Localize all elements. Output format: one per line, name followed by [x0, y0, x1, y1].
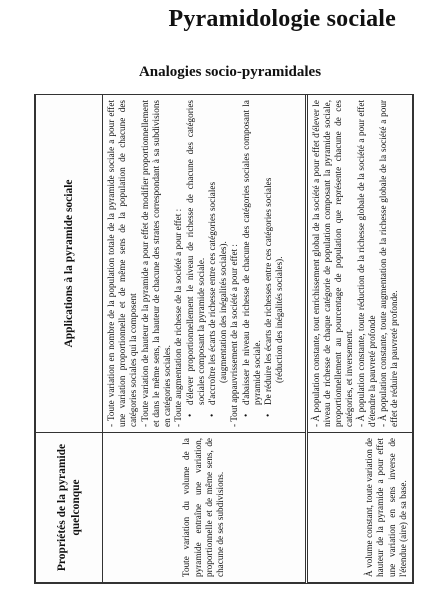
header-properties: Propriétés de la pyramide quelconque	[36, 433, 103, 583]
page-subtitle: Analogies socio-pyramidales	[138, 64, 322, 80]
table-row	[306, 95, 412, 583]
analogies-table-frame	[34, 94, 414, 584]
row1-property: Toute variation du volume de la pyramide entraîne une variation, proportionnelle et de même sens, de chacune de ses subdivisions.	[103, 433, 307, 583]
table-header-row	[36, 95, 103, 583]
row2-line-3: - À population constante, toute augmentation de la richesse globale de la société a pour effet de réduire la pauvreté profonde.	[378, 100, 400, 427]
row1-line-3: - Toute augmentation de richesse de la société a pour effet :	[173, 208, 184, 427]
row2-line-2: - À population constante, toute réduction de la richesse globale de la société a pour effet d'étendre la pauvreté profonde	[355, 100, 377, 427]
table-row	[103, 95, 307, 583]
row1-sub-a: (augmentation des inégalités sociales).	[218, 241, 229, 383]
rotated-table	[35, 95, 413, 583]
row1-applications	[103, 95, 307, 433]
row1-line-b: - Tout appauvrissement de la société a pour effet :	[229, 244, 240, 427]
header-applications: Applications à la pyramide sociale	[36, 95, 103, 433]
page-title: Pyramidologie sociale	[168, 6, 396, 32]
row1-bullet-a2: • d'accroître les écarts de richesse entre ces catégories sociales	[207, 100, 218, 427]
analogies-table	[35, 94, 413, 583]
row1-bullet-a1: • d'élever proportionnellement le niveau de richesse de chacune des catégories sociales composant la pyramide sociale.	[185, 100, 207, 427]
row2-applications	[306, 95, 412, 433]
row2-line-1: - À population constante, tout enrichissement global de la société a pour effet d'élever le niveau de richesse de chaque catégorie de population composant la pyramide sociale, proportionnellement au pourcentage de population que représente chacune de ces catégories, et inversement.	[310, 100, 355, 427]
row2-property: À volume constant, toute variation de hauteur de la pyramide a pour effet une variation en sens inverse de l'étendue (aire) de sa base.	[306, 433, 412, 583]
row1-line-2: - Toute variation de hauteur de la pyramide a pour effet de modifier proportionnellement et dans le même sens, la hauteur de chacune des strates correspondant à sa subdivisions en catégories sociales.	[139, 100, 173, 427]
row1-bullet-b1: • d'abaisser le niveau de richesse de chacune des catégories sociales composant la pyramide sociale.	[241, 100, 263, 427]
row1-line-1: - Toute variation en nombre de la population totale de la pyramide sociale a pour effet une variation proportionnelle et de même sens de la population de chacune des catégories sociales qui la composent	[106, 100, 139, 427]
row1-sub-b: (réduction des inégalités sociales).	[274, 256, 285, 383]
row1-bullet-b2: • De réduire les écarts de richesses entre ces catégories sociales	[263, 100, 274, 427]
